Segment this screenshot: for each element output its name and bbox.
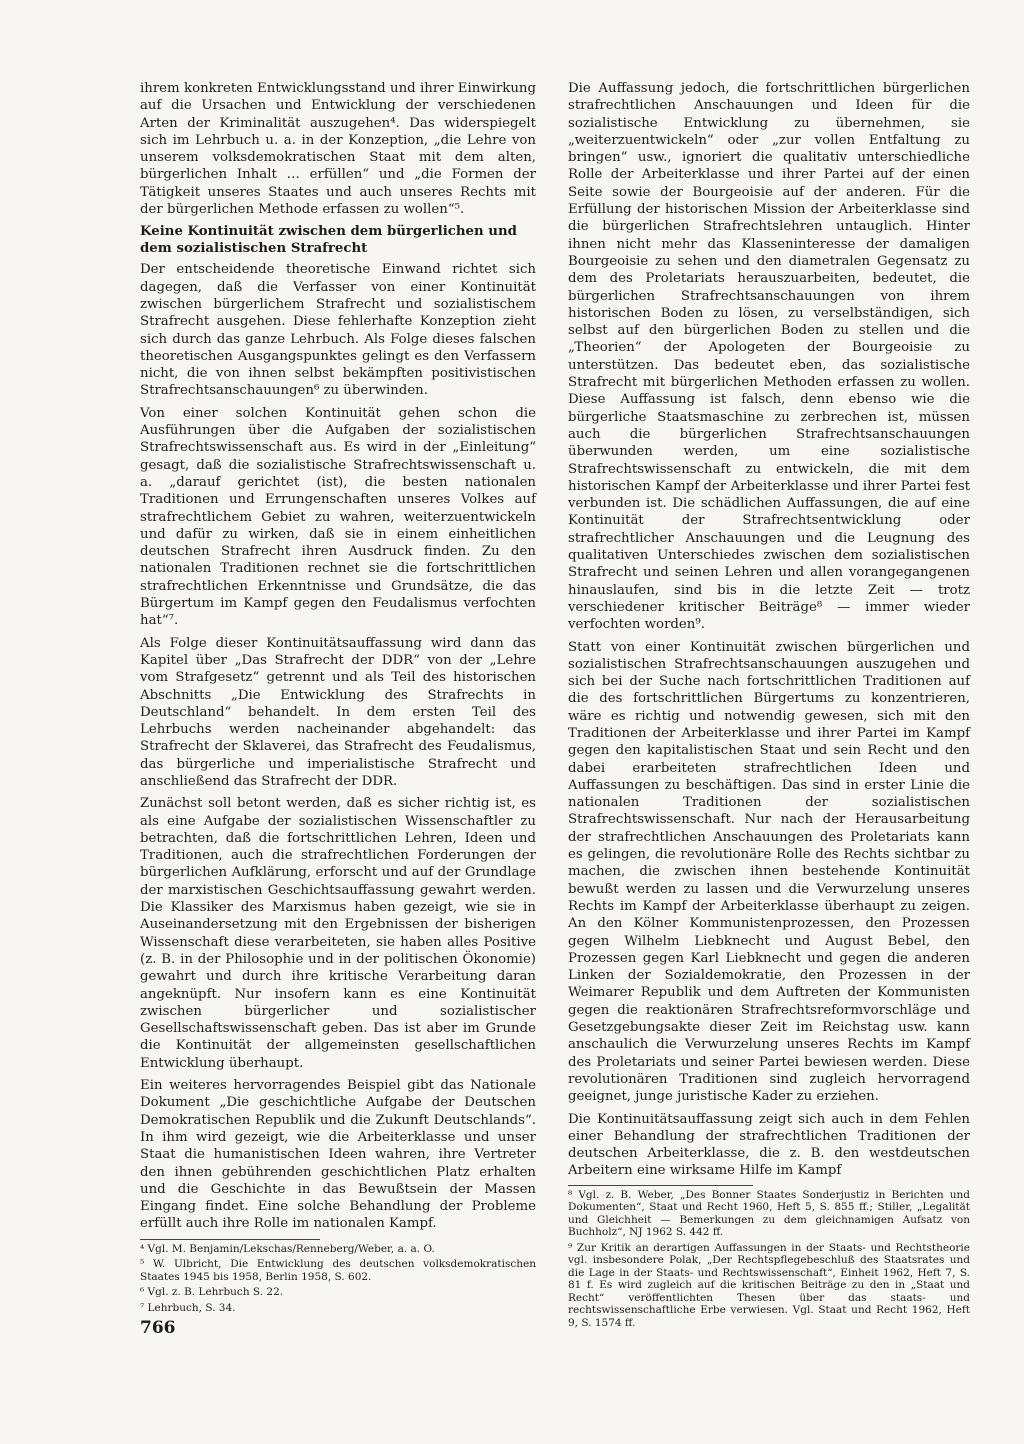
paragraph: Die Kontinuitätsauffassung zeigt sich auch in dem Fehlen einer Behandlung der strafrechtlichen Traditionen der deutschen Arbeiterklasse, die z. B. den westdeutschen Arbeitern eine wirksame Hilfe im Kampf	[568, 1111, 970, 1179]
footnote: ⁶ Vgl. z. B. Lehrbuch S. 22.	[140, 1286, 284, 1299]
footnote-rule	[140, 1239, 320, 1240]
paragraph: Die Auffassung jedoch, die fortschrittlichen bürgerlichen strafrechtlichen Anschauungen und Ideen für die sozialistische Entwicklung zu übernehmen, sie „weiterzuentwickeln“ oder „zur vollen Entfaltung zu bringen“ usw., ignoriert die qualitativ unterschiedliche Rolle der Arbeiterklasse und ihrer Partei auf der einen Seite sowie der Bourgeoisie auf der anderen. Für die Erfüllung der historischen Mission der Arbeiterklasse sind die bürgerlichen Strafrechtslehren untauglich. Hinter ihnen nicht mehr das Klasseninteresse der damaligen Bourgeoisie zu sehen und den diametralen Gegensatz zu dem des Proletariats herauszuarbeiten, bedeutet, die bürgerlichen Strafrechtsanschauungen von ihrem historischen Boden zu lösen, zu verselbständigen, sich selbst auf den bürgerlichen Boden zu stellen und die „Theorien“ der Apologeten der Bourgeoisie zu unterstützen. Das bedeutet eben, das sozialistische Strafrecht mit bürgerlichen Methoden erfassen zu wollen. Diese Auffassung ist falsch, denn ebenso wie die bürgerliche Staatsmaschine zu zerbrechen ist, müssen auch die bürgerlichen Strafrechtsanschauungen überwunden werden, um eine sozialistische Strafrechtswissenschaft zu entwickeln, die mit dem historischen Kampf der Arbeiterklasse und ihrer Partei fest verbunden ist. Die schädlichen Auffassungen, die auf eine Kontinuität der Strafrechtsentwicklung oder strafrechtlicher Anschauungen und die Leugnung des qualitativen Unterschiedes zwischen dem sozialistischen Strafrecht und seinen Lehren und allen vorangegangenen hinauslaufen, sind bis in die letzte Zeit — trotz verschiedener kritischer Beiträge⁸ — immer wieder verfochten worden⁹.	[568, 81, 970, 633]
paragraph: Der entscheidende theoretische Einwand richtet sich dagegen, daß die Verfasser von einer Kontinuität zwischen bürgerlichem Strafrecht und sozialistischem Strafrecht ausgehen. Diese fehlerhafte Konzeption zieht sich durch das ganze Lehrbuch. Als Folge dieses falschen theoretischen Ausgangspunktes gelingt es den Verfassern nicht, die von ihnen selbst bekämpften positivistischen Strafrechtsanschauungen⁶ zu überwinden.	[140, 262, 536, 399]
paragraph: Als Folge dieser Kontinuitätsauffassung wird dann das Kapitel über „Das Strafrecht der DDR“ von der „Lehre vom Strafgesetz“ getrennt und als Teil des historischen Abschnitts „Die Entwicklung des Strafrechts in Deutschland“ behandelt. In dem ersten Teil des Lehrbuchs werden nacheinander abgehandelt: das Strafrecht der Sklaverei, das Strafrecht des Feudalismus, das bürgerliche und imperialistische Strafrecht und anschließend das Strafrecht der DDR.	[140, 635, 536, 789]
footnotes-left	[140, 1243, 536, 1315]
footnote: ⁸ Vgl. z. B. Weber, „Des Bonner Staates Sonderjustiz in Berichten und Dokumenten“, Staat und Recht 1960, Heft 5, S. 855 ff.; Stiller, „Legalität und Gleichheit — Bemerkungen zu dem gleichnamigen Aufsatz von Buchholz“, NJ 1962 S. 442 ff.	[568, 1188, 970, 1239]
paragraph: Statt von einer Kontinuität zwischen bürgerlichen und sozialistischen Strafrechtsanschauungen auszugehen und sich bei der Suche nach fortschrittlichen Traditionen auf die des fortschrittlichen Bürgertums zu konzentrieren, wäre es richtig und notwendig gewesen, sich mit den Traditionen der Arbeiterklasse und ihrer Partei im Kampf gegen den kapitalistischen Staat und sein Recht und den dabei erarbeiteten strafrechtlichen Ideen und Auffassungen zu beschäftigen. Das sind in erster Linie die nationalen Traditionen der sozialistischen Strafrechtswissenschaft. Nur nach der Herausarbeitung der strafrechtlichen Anschauungen des Proletariats kann es gelingen, die revolutionäre Rolle des Rechts sichtbar zu machen, die zwischen ihnen bestehende Kontinuität bewußt werden zu lassen und die Verwurzelung unseres Rechts im Kampf der Arbeiterklasse überhaupt zu zeigen. An den Kölner Kommunistenprozessen, den Prozessen gegen Wilhelm Liebknecht und August Bebel, den Prozessen gegen Karl Liebknecht und gegen die anderen Linken der Sozialdemokratie, den Prozessen in der Weimarer Republik und dem Auftreten der Kommunisten gegen die reaktionären Strafrechtsreformvorschläge und Gesetzgebungsakte dieser Zeit im Reichstag usw. kann anschaulich die Verwurzelung unseres Rechts im Kampf des Proletariats und seiner Partei bewiesen werden. Diese revolutionären Traditionen sind zugleich hervorragend geeignet, junge juristische Kader zu erziehen.	[568, 639, 970, 1105]
right-column	[568, 80, 970, 1329]
paragraph: Von einer solchen Kontinuität gehen schon die Ausführungen über die Aufgaben der sozialistischen Strafrechtswissenschaft aus. Es wird in der „Einleitung“ gesagt, daß die sozialistische Strafrechtswissenschaft u. a. „darauf gerichtet (ist), die besten nationalen Traditionen und Errungenschaften unseres Volkes auf strafrechtlichem Gebiet zu wahren, weiterzuentwickeln und dafür zu wirken, daß sie in einem einheitlichen deutschen Strafrecht ihren Ausdruck finden. Zu den nationalen Traditionen rechnet sie die fortschrittlichen strafrechtlichen Erkenntnisse und Grundsätze, die das Bürgertum im Kampf gegen den Feudalismus verfochten hat“⁷.	[140, 405, 536, 629]
footnote: ⁷ Lehrbuch, S. 34.	[140, 1301, 236, 1314]
footnote: ⁹ Zur Kritik an derartigen Auffassungen in der Staats- und Rechtstheorie vgl. insbesondere Polak, „Der Rechtspflegebeschluß des Staatsrates und die Lage in der Staats- und Rechtswissenschaft“, Einheit 1962, Heft 7, S. 81 f. Es wird zugleich auf die kritischen Beiträge zu den in „Staat und Recht“ veröffentlichten Thesen über das staats- und rechtswissenschaftliche Erbe verwiesen. Vgl. Staat und Recht 1962, Heft 9, S. 1574 ff.	[568, 1241, 970, 1329]
section-heading: Keine Kontinuität zwischen dem bürgerlichen und dem sozialistischen Strafrecht	[140, 224, 517, 257]
footnote-rule	[568, 1185, 753, 1186]
paragraph: Zunächst soll betont werden, daß es sicher richtig ist, es als eine Aufgabe der sozialistischen Wissenschaftler zu betrachten, daß die fortschrittlichen Lehren, Ideen und Traditionen, auch die strafrechtlichen Forderungen der bürgerlichen Aufklärung, erforscht und auf der Grundlage der marxistischen Geschichtsauffassung gewahrt werden. Die Klassiker des Marxismus haben gezeigt, wie sie in Auseinandersetzung mit den Ergebnissen der bisherigen Wissenschaft diese verarbeiteten, sie haben alles Positive (z. B. in der Philosophie und in der politischen Ökonomie) gewahrt und durch ihre kritische Verarbeitung daran angeknüpft. Nur insofern kann es eine Kontinuität zwischen bürgerlicher und sozialistischer Gesellschaftswissenschaft geben. Das ist aber im Grunde die Kontinuität der allgemeinsten gesellschaftlichen Entwicklung überhaupt.	[140, 796, 536, 1071]
footnote: ⁵ W. Ulbricht, Die Entwicklung des deutschen volksdemokratischen Staates 1945 bis 1958, Berlin 1958, S. 602.	[140, 1258, 536, 1283]
paragraph-intro: ihrem konkreten Entwicklungsstand und ihrer Einwirkung auf die Ursachen und Entwicklung der verschiedenen Arten der Kriminalität auszugehen⁴. Das widerspiegelt sich im Lehrbuch u. a. in der Konzeption, „die Lehre von unserem volksdemokratischen Staat mit dem alten, bürgerlichen Inhalt … erfüllen“ und „die Formen der Tätigkeit unseres Staates und auch unseres Rechts mit der bürgerlichen Methode erfassen zu wollen“⁵.	[140, 81, 536, 218]
left-column	[140, 80, 536, 1314]
footnotes-right	[568, 1185, 970, 1330]
footnote: ⁴ Vgl. M. Benjamin/Lekschas/Renneberg/Weber, a. a. O.	[140, 1242, 435, 1255]
paragraph: Ein weiteres hervorragendes Beispiel gibt das Nationale Dokument „Die geschichtliche Aufgabe der Deutschen Demokratischen Republik und die Zukunft Deutschlands“. In ihm wird gezeigt, wie die Arbeiterklasse und unser Staat die humanistischen Ideen wahren, ihre Vertreter den ihnen gebührenden geschichtlichen Platz erhalten und die Geschichte in das Bewußtsein der Massen Eingang findet. Eine solche Behandlung der Probleme erfüllt auch ihre Rolle im nationalen Kampf.	[140, 1078, 536, 1232]
page-number: 766	[140, 1318, 176, 1338]
